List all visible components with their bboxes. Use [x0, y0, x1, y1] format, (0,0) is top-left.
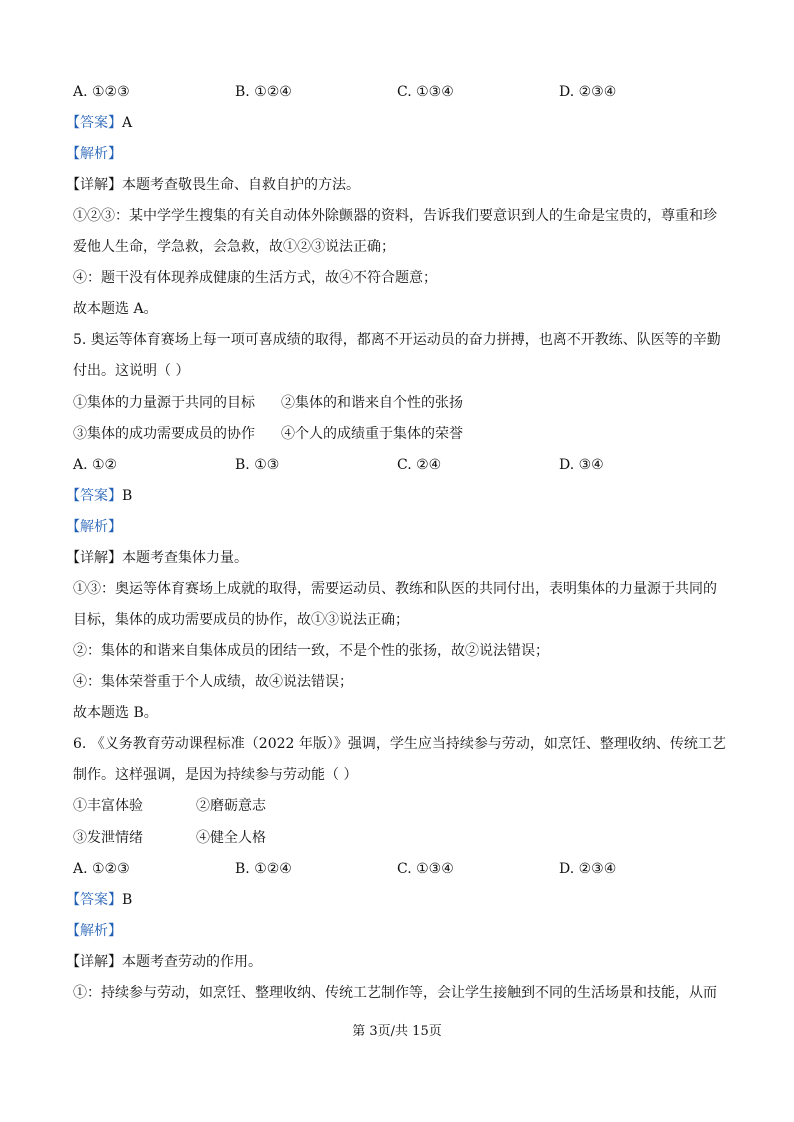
- q5-line-5: 故本题选 B。: [73, 705, 158, 721]
- q5-option-a: A. ①②: [73, 457, 118, 473]
- page-footer: 第 3页/共 15页: [352, 1024, 442, 1039]
- q5-item-2: ②集体的和谐来自个性的张扬: [281, 395, 463, 411]
- answer-tag: 【答案】: [66, 488, 122, 504]
- q6-option-b: B. ①②④: [235, 861, 292, 877]
- q6-item-1: ①丰富体验: [73, 798, 143, 814]
- q4-detail: 【详解】本题考查敬畏生命、自救自护的方法。: [66, 177, 360, 193]
- q6-items-row-2: [73, 828, 723, 848]
- q6-detail: 【详解】本题考查劳动的作用。: [66, 954, 262, 970]
- q6-analysis-tag: 【解析】: [66, 923, 122, 939]
- q6-option-a: A. ①②③: [73, 861, 130, 877]
- q5-items-row-1: [73, 393, 723, 413]
- q4-analysis-tag: 【解析】: [66, 146, 122, 162]
- q6-stem-line-1: 6. 《义务教育劳动课程标准（2022 年版）》强调，学生应当持续参与劳动，如烹饪、整理收纳、传统工艺: [73, 736, 726, 752]
- q6-stem-line-2: 制作。这样强调，是因为持续参与劳动能（ ）: [73, 767, 358, 783]
- q6-option-d: D. ②③④: [559, 861, 617, 877]
- q6-line-1: ①：持续参与劳动，如烹饪、整理收纳、传统工艺制作等，会让学生接触到不同的生活场景和技能，从而: [73, 985, 717, 1001]
- q6-items-row-1: [73, 796, 723, 816]
- q6-option-c: C. ①③④: [397, 861, 454, 877]
- q4-line-3: ④：题干没有体现养成健康的生活方式，故④不符合题意；: [73, 270, 437, 286]
- q4-option-d: D. ②③④: [559, 84, 617, 100]
- q5-item-4: ④个人的成绩重于集体的荣誉: [281, 426, 463, 442]
- answer-value: B: [122, 892, 133, 908]
- q5-stem-line-1: 5. 奥运等体育赛场上每一项可喜成绩的取得，都离不开运动员的奋力拼搏，也离不开教练、队医等的辛勤: [73, 332, 721, 348]
- q5-detail: 【详解】本题考查集体力量。: [66, 550, 248, 566]
- answer-tag: 【答案】: [66, 892, 122, 908]
- answer-tag: 【答案】: [66, 115, 122, 131]
- q5-items-row-2: [73, 424, 723, 444]
- q5-option-c: C. ②④: [397, 457, 442, 473]
- q5-answer: [66, 486, 716, 506]
- q5-stem-line-2: 付出。这说明（ ）: [73, 363, 190, 379]
- q6-item-2: ②磨砺意志: [196, 798, 266, 814]
- q4-line-1: ①②③：某中学学生搜集的有关自动体外除颤器的资料，告诉我们要意识到人的生命是宝贵的，尊重和珍: [73, 208, 717, 224]
- q5-item-3: ③集体的成功需要成员的协作: [73, 426, 255, 442]
- q6-options: [73, 859, 723, 879]
- q4-line-2: 爱他人生命，学急救，会急救，故①②③说法正确；: [73, 239, 395, 255]
- q4-option-b: B. ①②④: [235, 84, 292, 100]
- q5-analysis-tag: 【解析】: [66, 519, 122, 535]
- q5-option-b: B. ①③: [235, 457, 280, 473]
- q5-line-4: ④：集体荣誉重于个人成绩，故④说法错误；: [73, 674, 353, 690]
- q5-item-1: ①集体的力量源于共同的目标: [73, 395, 255, 411]
- q4-option-c: C. ①③④: [397, 84, 454, 100]
- answer-value: A: [122, 115, 133, 131]
- q4-answer: [66, 113, 716, 133]
- answer-value: B: [122, 488, 133, 504]
- q5-option-d: D. ③④: [559, 457, 604, 473]
- q4-option-a: A. ①②③: [73, 84, 130, 100]
- q4-options: [73, 82, 723, 102]
- q5-line-1: ①③：奥运等体育赛场上成就的取得，需要运动员、教练和队医的共同付出，表明集体的力量源于共同的: [73, 581, 717, 597]
- q6-item-4: ④健全人格: [196, 830, 266, 846]
- q5-options: [73, 455, 723, 475]
- q4-line-4: 故本题选 A。: [73, 301, 158, 317]
- q6-item-3: ③发泄情绪: [73, 830, 143, 846]
- q6-answer: [66, 890, 716, 910]
- q5-line-3: ②：集体的和谐来自集体成员的团结一致，不是个性的张扬，故②说法错误；: [73, 643, 549, 659]
- q5-line-2: 目标，集体的成功需要成员的协作，故①③说法正确；: [73, 612, 409, 628]
